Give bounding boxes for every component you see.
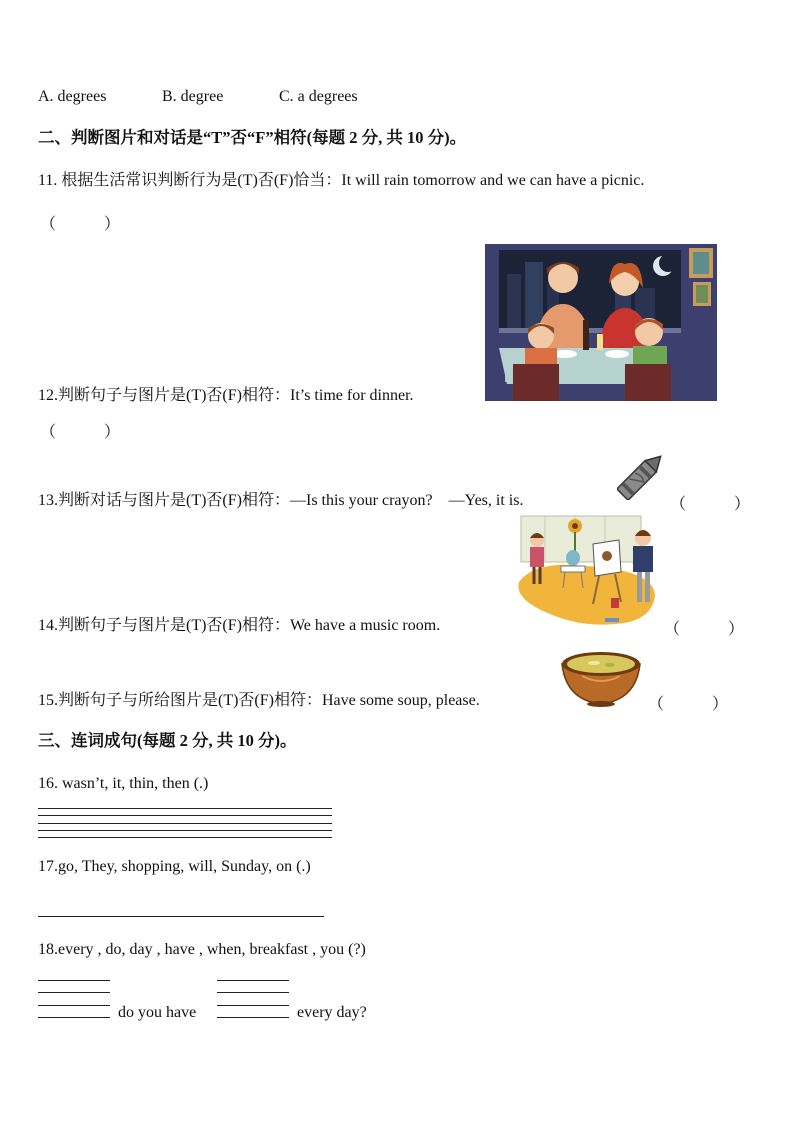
q16-answer-line[interactable] [38, 837, 332, 838]
q13-answer-paren: （ ） [670, 496, 751, 513]
q14-text: 14.判断句子与图片是(T)否(F)相符：We have a music room. [38, 617, 441, 634]
q12-answer-paren: （ ） [40, 424, 121, 441]
q10-option-b: B. degree [162, 88, 224, 105]
crayon-icon [612, 451, 664, 507]
q11-answer-paren: （ ） [40, 216, 121, 233]
q10-option-c: C. a degrees [279, 88, 358, 105]
q17-text: 17.go, They, shopping, will, Sunday, on (.) [38, 858, 311, 875]
soup-bowl-icon [560, 646, 642, 708]
q18-fixed-text-1: do you have [118, 1004, 197, 1021]
q12-text: 12.判断句子与图片是(T)否(F)相符：It’s time for dinner. [38, 387, 414, 404]
q16-answer-line[interactable] [38, 808, 332, 809]
q18-fixed-text-2: every day? [297, 1004, 367, 1021]
q16-answer-line[interactable] [38, 815, 332, 816]
q18-blank-1[interactable] [38, 1017, 110, 1018]
q18-blank-2[interactable] [217, 980, 289, 981]
q16-text: 16. wasn’t, it, thin, then (.) [38, 775, 209, 792]
q18-text: 18.every , do, day , have , when, breakfast , you (?) [38, 941, 366, 958]
q17-answer-line[interactable] [38, 916, 324, 917]
q18-blank-2[interactable] [217, 1017, 289, 1018]
q15-text: 15.判断句子与所给图片是(T)否(F)相符：Have some soup, please. [38, 692, 480, 709]
q18-blank-2[interactable] [217, 992, 289, 993]
q18-blank-1[interactable] [38, 1005, 110, 1006]
q18-blank-1[interactable] [38, 992, 110, 993]
art-class-image [515, 512, 661, 630]
q16-answer-line[interactable] [38, 823, 332, 824]
q13-text: 13.判断对话与图片是(T)否(F)相符：—Is this your crayon? —Yes, it is. [38, 492, 524, 509]
family-dinner-image [485, 244, 717, 401]
q18-blank-2[interactable] [217, 1005, 289, 1006]
q14-answer-paren: （ ） [664, 621, 745, 638]
q18-blank-1[interactable] [38, 980, 110, 981]
q16-answer-line[interactable] [38, 830, 332, 831]
section3-title: 三、连词成句(每题 2 分, 共 10 分)。 [38, 731, 297, 750]
q11-text: 11. 根据生活常识判断行为是(T)否(F)恰当：It will rain tomorrow and we can have a picnic. [38, 172, 645, 189]
section2-title: 二、判断图片和对话是“T”否“F”相符(每题 2 分, 共 10 分)。 [38, 128, 467, 147]
q10-option-a: A. degrees [38, 88, 107, 105]
q15-answer-paren: （ ） [648, 696, 729, 713]
